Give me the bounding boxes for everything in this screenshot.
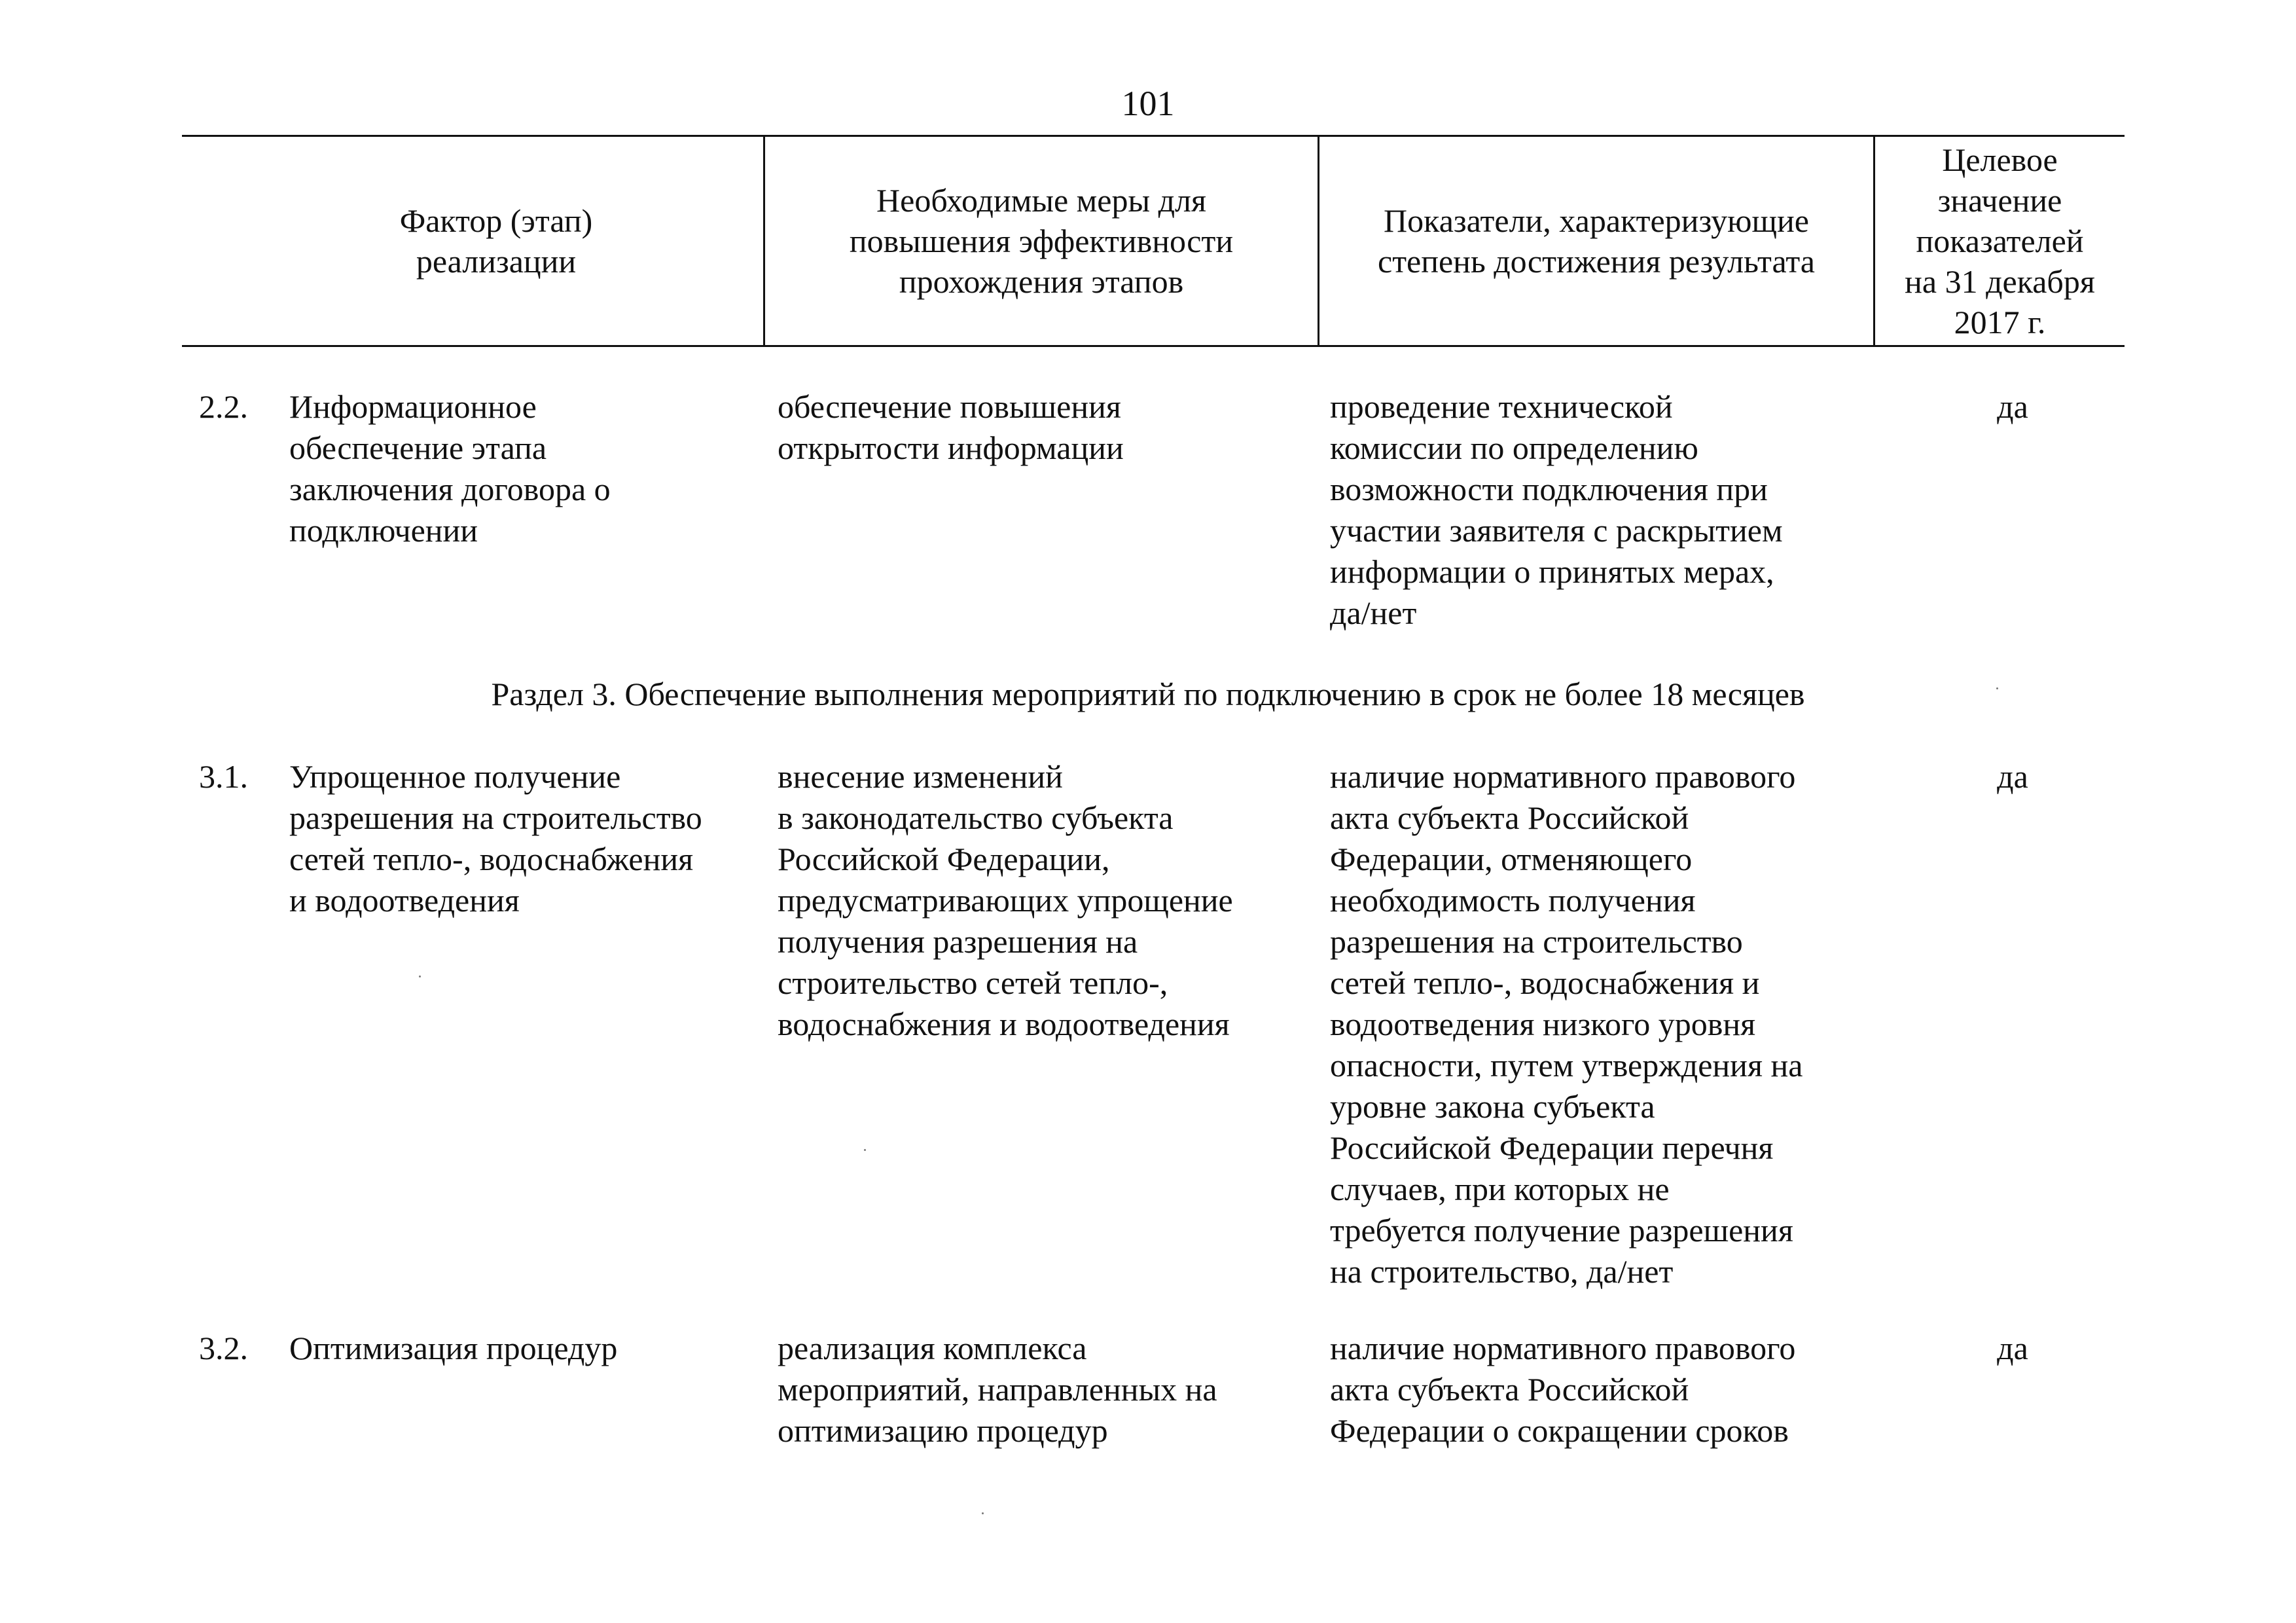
row-number: 2.2. [199, 388, 248, 425]
row-target: да [1997, 758, 2028, 795]
header-measures: Необходимые меры для повышения эффективности прохождения этапов [849, 182, 1234, 300]
row-number: 3.2. [199, 1330, 248, 1366]
row-target: да [1997, 388, 2028, 425]
header-indicators: Показатели, характеризующие степень достижения результата [1378, 202, 1815, 280]
row-indicator: проведение технической комиссии по определению возможности подключения при участии заявителя с раскрытием информации о принятых мерах, да/нет [1330, 388, 1783, 631]
header-factor: Фактор (этап) реализации [399, 202, 593, 280]
table-header [182, 135, 2125, 347]
header-target-value: Целевое значение показателей на 31 декабря 2017 г. [1905, 141, 2095, 340]
row-measure: реализация комплекса мероприятий, направленных на оптимизацию процедур [778, 1330, 1217, 1449]
row-number: 3.1. [199, 758, 248, 795]
row-target: да [1997, 1330, 2028, 1366]
scan-speck [419, 976, 421, 977]
row-indicator: наличие нормативного правового акта субъекта Российской Федерации, отменяющего необходимость получения разрешения на строительство сетей тепло-, водоснабжения и водоотведения низкого уровня опасности, путем утверждения на уровне закона субъекта Российской Федерации перечня случаев, при которых не требуется получение разрешения на строительство, да/нет [1330, 758, 1803, 1290]
scan-speck [1996, 687, 1998, 689]
row-factor: Информационное обеспечение этапа заключения договора о подключении [289, 388, 611, 549]
row-measure: обеспечение повышения открытости информации [778, 388, 1124, 466]
row-indicator: наличие нормативного правового акта субъекта Российской Федерации о сокращении сроков [1330, 1330, 1796, 1449]
row-measure: внесение изменений в законодательство субъекта Российской Федерации, предусматривающих упрощение получения разрешения на строительство сетей тепло-, водоснабжения и водоотведения [778, 758, 1233, 1042]
scan-speck [864, 1149, 866, 1151]
row-factor: Оптимизация процедур [289, 1330, 618, 1366]
section-3-title: Раздел 3. Обеспечение выполнения мероприятий по подключению в срок не более 18 месяцев [491, 676, 1805, 712]
page-number: 101 [1121, 84, 1175, 123]
row-factor: Упрощенное получение разрешения на строительство сетей тепло-, водоснабжения и водоотведения [289, 758, 702, 919]
scan-speck [982, 1512, 984, 1514]
